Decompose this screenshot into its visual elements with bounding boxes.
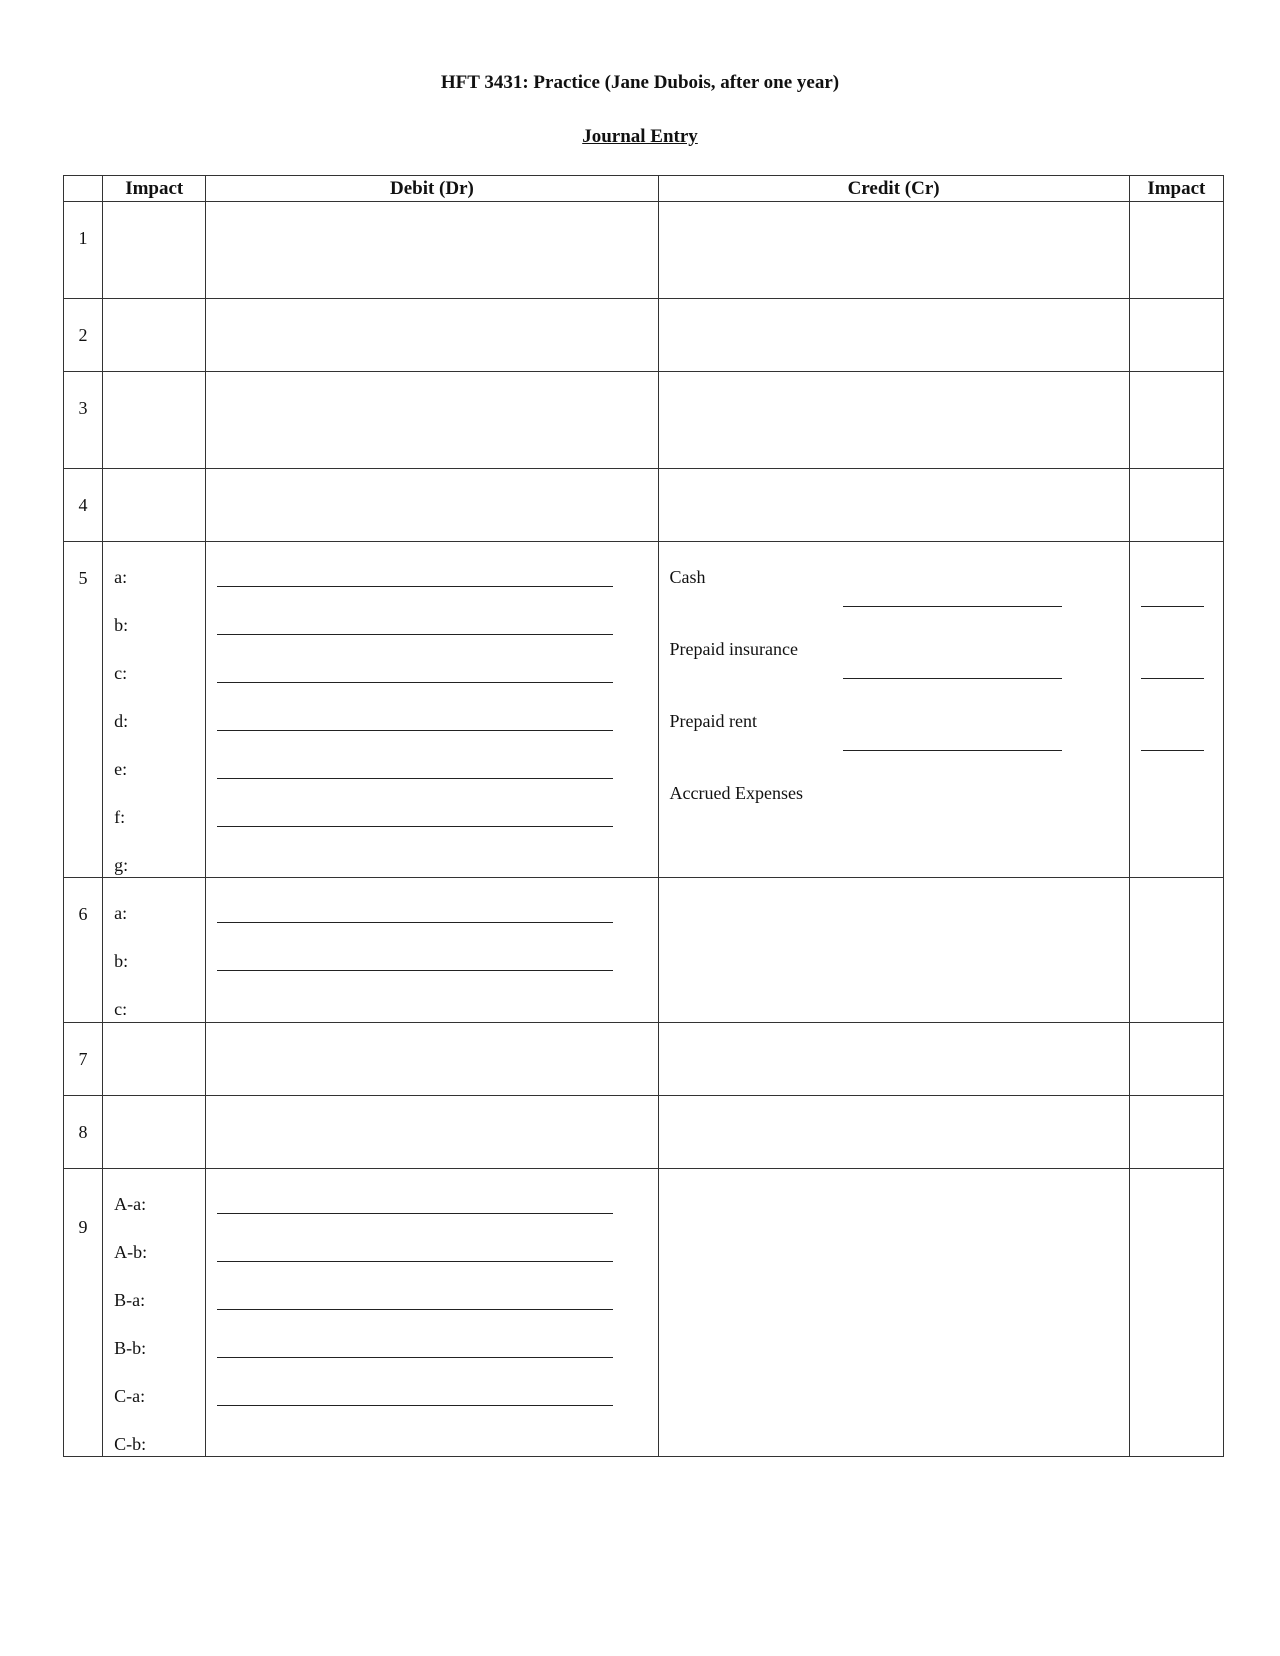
impact-blank-line[interactable] (1141, 606, 1204, 607)
row-number: 3 (78, 398, 88, 418)
impact-left-cell[interactable] (103, 1096, 206, 1169)
row-number: 1 (78, 228, 88, 248)
debit-cell (206, 542, 658, 878)
debit-blank-line[interactable] (217, 826, 613, 827)
document-title: HFT 3431: Practice (Jane Dubois, after one year) (440, 72, 840, 93)
impact-left-cell[interactable] (103, 372, 206, 469)
debit-cell[interactable] (206, 1096, 658, 1169)
header-debit: Debit (Dr) (206, 176, 658, 202)
journal-entry-table (63, 175, 1224, 1457)
impact-right-cell[interactable] (1129, 878, 1223, 1023)
debit-cell (206, 1169, 658, 1457)
debit-blank-line[interactable] (217, 1213, 613, 1214)
credit-cell[interactable] (658, 1096, 1129, 1169)
impact-right-cell (1129, 542, 1223, 878)
row-number-cell (64, 372, 103, 469)
sub-label: c: (114, 663, 128, 683)
debit-blank-line[interactable] (217, 970, 613, 971)
debit-cell[interactable] (206, 1023, 658, 1096)
credit-cell[interactable] (658, 878, 1129, 1023)
credit-cell[interactable] (658, 1023, 1129, 1096)
table-row (64, 469, 1224, 542)
table-row (64, 372, 1224, 469)
impact-left-cell[interactable] (103, 1023, 206, 1096)
impact-right-cell[interactable] (1129, 1096, 1223, 1169)
row-number: 5 (78, 568, 88, 588)
row-number-cell (64, 878, 103, 1023)
debit-blank-line[interactable] (217, 682, 613, 683)
row-number: 9 (78, 1217, 88, 1237)
debit-cell[interactable] (206, 372, 658, 469)
debit-blank-line[interactable] (217, 1261, 613, 1262)
sub-label: a: (114, 903, 128, 923)
row-number-cell (64, 1023, 103, 1096)
debit-cell[interactable] (206, 299, 658, 372)
table-row (64, 299, 1224, 372)
sub-label: f: (114, 807, 126, 827)
row-number: 6 (78, 904, 88, 924)
row-number-cell (64, 1096, 103, 1169)
row-number: 7 (78, 1049, 88, 1069)
debit-cell (206, 878, 658, 1023)
debit-blank-line[interactable] (217, 922, 613, 923)
sub-label: a: (114, 567, 128, 587)
credit-blank-line[interactable] (843, 606, 1062, 607)
credit-blank-line[interactable] (843, 678, 1062, 679)
credit-cell[interactable] (658, 299, 1129, 372)
sub-label: B-b: (114, 1338, 147, 1358)
table-row (64, 202, 1224, 299)
credit-account-prepaid-insurance: Prepaid insurance (669, 639, 798, 659)
debit-blank-line[interactable] (217, 634, 613, 635)
impact-right-cell[interactable] (1129, 1169, 1223, 1457)
credit-account-cash: Cash (669, 567, 706, 587)
credit-cell (658, 542, 1129, 878)
impact-left-cell[interactable] (103, 469, 206, 542)
row-number-cell (64, 1169, 103, 1457)
impact-left-cell (103, 542, 206, 878)
sub-label: g: (114, 855, 129, 875)
header-credit: Credit (Cr) (658, 176, 1129, 202)
debit-blank-line[interactable] (217, 1309, 613, 1310)
impact-right-cell[interactable] (1129, 469, 1223, 542)
debit-blank-line[interactable] (217, 730, 613, 731)
sub-label: C-a: (114, 1386, 146, 1406)
table-row (64, 1169, 1224, 1457)
impact-left-cell[interactable] (103, 202, 206, 299)
table-row (64, 1023, 1224, 1096)
sub-label: e: (114, 759, 128, 779)
document-subtitle: Journal Entry (582, 126, 698, 147)
impact-right-cell[interactable] (1129, 1023, 1223, 1096)
row-number: 2 (78, 325, 88, 345)
sub-label: b: (114, 615, 129, 635)
sub-label: c: (114, 999, 128, 1019)
impact-blank-line[interactable] (1141, 678, 1204, 679)
credit-blank-line[interactable] (843, 750, 1062, 751)
row-number-cell (64, 469, 103, 542)
debit-blank-line[interactable] (217, 1405, 613, 1406)
row-number-cell (64, 542, 103, 878)
header-impact-left: Impact (103, 176, 206, 202)
impact-left-cell (103, 878, 206, 1023)
credit-cell[interactable] (658, 372, 1129, 469)
table-row (64, 1096, 1224, 1169)
sub-label: b: (114, 951, 129, 971)
credit-account-accrued-expenses: Accrued Expenses (669, 783, 803, 803)
impact-left-cell (103, 1169, 206, 1457)
impact-left-cell[interactable] (103, 299, 206, 372)
row-number-cell (64, 299, 103, 372)
impact-right-cell[interactable] (1129, 202, 1223, 299)
sub-label: A-b: (114, 1242, 148, 1262)
impact-blank-line[interactable] (1141, 750, 1204, 751)
debit-blank-line[interactable] (217, 586, 613, 587)
credit-account-prepaid-rent: Prepaid rent (669, 711, 757, 731)
row-number: 8 (78, 1122, 88, 1142)
sub-label: A-a: (114, 1194, 147, 1214)
sub-label: d: (114, 711, 129, 731)
row-number: 4 (78, 495, 88, 515)
credit-cell[interactable] (658, 202, 1129, 299)
impact-right-cell[interactable] (1129, 372, 1223, 469)
debit-cell[interactable] (206, 202, 658, 299)
credit-cell[interactable] (658, 1169, 1129, 1457)
table-row (64, 878, 1224, 1023)
debit-blank-line[interactable] (217, 1357, 613, 1358)
debit-cell[interactable] (206, 469, 658, 542)
row-number-cell (64, 202, 103, 299)
sub-label: B-a: (114, 1290, 146, 1310)
debit-blank-line[interactable] (217, 778, 613, 779)
header-number (64, 176, 103, 202)
credit-cell[interactable] (658, 469, 1129, 542)
impact-right-cell[interactable] (1129, 299, 1223, 372)
header-row (64, 176, 1224, 202)
table-row (64, 542, 1224, 878)
header-impact-right: Impact (1129, 176, 1223, 202)
sub-label: C-b: (114, 1434, 147, 1454)
